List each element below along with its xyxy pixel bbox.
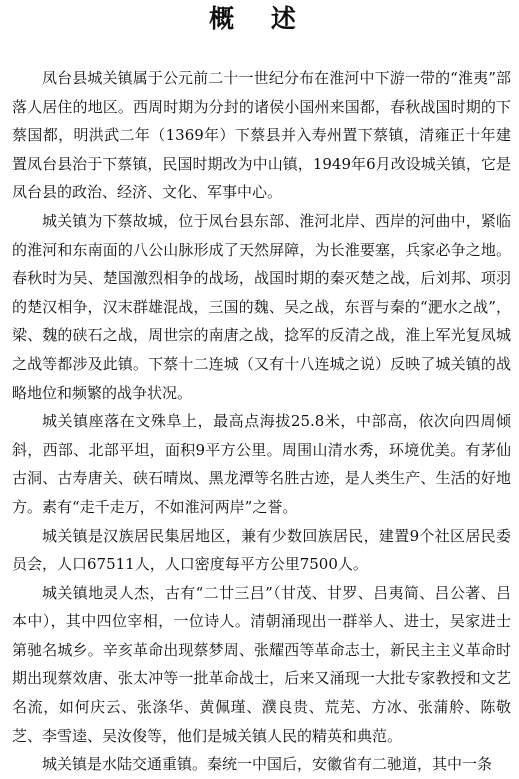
paragraph-notable-people: 城关镇地灵人杰，古有“二廿三吕”（甘茂、甘罗、吕夷简、吕公著、吕本中），其中四位宰相，一位诗人。清朝涌现出一群举人、进士，吴家进士第驰名城乡。辛亥革命出现蔡梦周、张耀西等革命志士，新民主主义革命时期出现蔡效唐、张太冲等一批革命战士，后来又涌现一大批专家教授和文艺名流，如何庆云、张涤华、黄佩瑾、濮良贵、荒芜、方冰、张蒲舲、陈敬芝、李雪逵、吴汝俊等，他们是城关镇人民的精英和典范。: [12, 583, 511, 745]
page-title: 概 述: [209, 4, 310, 33]
paragraph-geography: 城关镇座落在文殊阜上，最高点海拔25.8米，中部高，依次向四周倾斜，西部、北部平坦，面积9平方公里。周围山清水秀，环境优美。有茅仙古洞、古寿唐关、硖石晴岚、黑龙潭等名胜古迹，是人类生产、生活的好地方。素有“走千走万，不如淮河两岸”之誉。: [12, 412, 511, 516]
paragraph-history: 凤台县城关镇属于公元前二十一世纪分布在淮河中下游一带的“淮夷”部落人居住的地区。西周时期为分封的诸侯小国州来国都，春秋战国时期的下蔡国都，明洪武二年（1369年）下蔡县并入寿州置下蔡镇，清雍正十年建置凤台县治于下蔡镇，民国时期改为中山镇，1949年6月改设城关镇，它是凤台县的政治、经济、文化、军事中心。: [12, 69, 511, 202]
paragraph-strategic-location: 城关镇为下蔡故城，位于凤台县东部、淮河北岸、西岸的河曲中，紧临的淮河和东南面的八公山脉形成了天然屏障，为长淮要塞，兵家必争之地。春秋时为吴、楚国激烈相争的战场，战国时期的秦灭楚之战，后刘邦、项羽的楚汉相争，汉末群雄混战，三国的魏、吴之战，东晋与秦的“淝水之战”，梁、魏的硖石之战，周世宗的南唐之战，捻军的反清之战，淮上军光复凤城之战等都涉及此镇。下蔡十二连城（又有十八连城之说）反映了城关镇的战略地位和频繁的战争状况。: [12, 211, 511, 402]
document-body: [12, 64, 511, 779]
paragraph-transportation: 城关镇是水陆交通重镇。秦统一中国后，安徽省有二驰道，其中一条: [42, 755, 493, 774]
paragraph-population: 城关镇是汉族居民集居地区，兼有少数回族居民，建置9个社区居民委员会，人口67511人，人口密度每平方公里7500人。: [12, 526, 511, 574]
